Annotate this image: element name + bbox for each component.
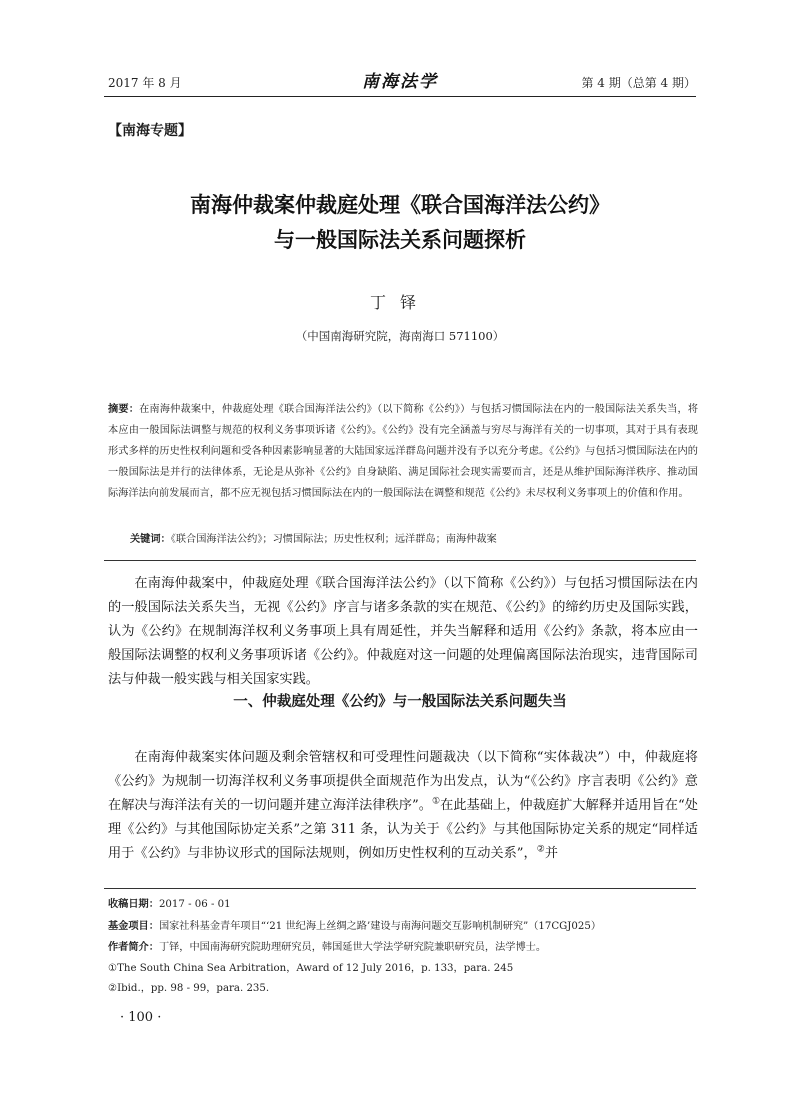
keywords-text: 《联合国海洋法公约》；习惯国际法；历史性权利；远洋群岛；南海仲裁案 [170,534,497,545]
journal-name: 南海法学 [362,72,438,92]
received-date: 2017 - 06 - 01 [158,899,231,910]
received-label: 收稿日期： [108,898,159,910]
article-title-line-1: 南海仲裁案仲裁庭处理《联合国海洋法公约》 [190,192,610,217]
page-number: · 100 · [120,1010,162,1025]
author-bio-row [108,937,700,959]
abstract-divider [104,560,696,561]
fund-row [108,916,700,938]
footnote-ref-1[interactable]: ① [432,796,441,807]
issue-date: 2017 年 8 月 [108,76,182,90]
fund-label: 基金项目： [108,919,159,932]
abstract [108,399,698,504]
article-title-line-2: 与一般国际法关系问题探析 [274,227,526,252]
footnote-divider [104,888,696,889]
keywords-label: 关键词： [130,533,171,545]
footnote-ref-2[interactable]: ② [536,844,545,855]
issue-number: 第 4 期（总第 4 期） [581,76,696,90]
column-tag: 【南海专题】 [108,123,192,139]
intro-section [108,572,698,692]
footnote-1: ①The South China Sea Arbitration，Award of 12 July 2016，p. 133，para. 245 [108,962,514,974]
intro-paragraph: 在南海仲裁案中，仲裁庭处理《联合国海洋法公约》（以下简称《公约》）与包括习惯国际法在内的一般国际法关系失当，无视《公约》序言与诸多条款的实在规范、《公约》的缔约历史及国际实践，认为《公约》在规制海洋权利义务事项上具有周延性，并失当解释和适用《公约》条款，将本应由一般国际法调整的权利义务事项诉诸《公约》。仲裁庭对这一问题的处理偏离国际法治现实，违背国际司法与仲裁一般实践与相关国家实践。 [108,576,698,687]
section-text-part-1: 在南海仲裁案实体问题及剩余管辖权和可受理性问题裁决（以下简称“实体裁决”）中，仲裁庭将《公约》为规制一切海洋权利义务事项提供全面规范作为出发点，认为“《公约》序言表明《公约》意在解决与海洋法有关的一切问题并建立海洋法律秩序”。 [108,750,698,813]
author-affiliation: （中国南海研究院，海南海口 571100） [295,329,505,343]
footnotes [108,894,700,1000]
fund-text: 国家社科基金青年项目“‘21 世纪海上丝绸之路’建设与南海问题交互影响机制研究”（17CGJ025） [158,920,602,932]
section-heading: 一、仲裁庭处理《公约》与一般国际法关系问题失当 [233,693,567,710]
section-text-part-3: 并 [544,846,559,861]
section-text-part-2: 在此基础上，仲裁庭扩大解释并适用旨在“处理《公约》与其他国际协定关系”之第 311 条，认为关于《公约》与其他国际协定关系的规定“同样适用于《公约》与非协议形式的国际法规则，例如历史性权利的互动关系”， [108,798,698,861]
author-bio-text: 丁铎，中国南海研究院助理研究员，韩国延世大学法学研究院兼职研究员，法学博士。 [158,942,547,953]
keywords [130,530,696,545]
abstract-label: 摘要： [108,403,140,415]
received-date-row [108,894,700,916]
footnote-2: ②Ibid.，pp. 98 - 99，para. 235. [108,983,270,994]
section-body [108,746,698,866]
author-bio-label: 作者简介： [108,941,159,953]
header-divider [104,96,696,97]
author-name: 丁铎 [369,293,430,312]
section-paragraph [108,746,698,866]
abstract-text: 在南海仲裁案中，仲裁庭处理《联合国海洋法公约》（以下简称《公约》）与包括习惯国际法在内的一般国际法关系失当，将本应由一般国际法调整与规范的权利义务事项诉诸《公约》。《公约》没有完全涵盖与穷尽与海洋有关的一切事项，其对于具有表现形式多样的历史性权利问题和受各种因素影响显著的大陆国家远洋群岛问题并没有予以充分考虑。《公约》与包括习惯国际法在内的一般国际法是并行的法律体系，无论是从弥补《公约》自身缺陷、满足国际社会现实需要而言，还是从维护国际海洋秩序、推动国际海洋法向前发展而言，都不应无视包括习惯国际法在内的一般国际法在调整和规范《公约》未尽权利义务事项上的价值和作用。 [108,404,699,499]
